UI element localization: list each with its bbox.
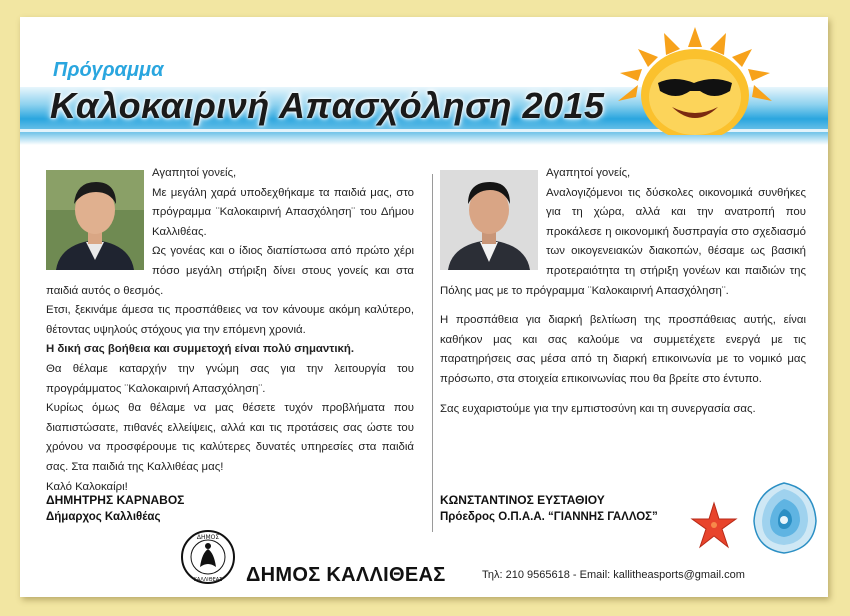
program-label: Πρόγραμμα (53, 59, 164, 81)
mayor-signature (46, 493, 184, 523)
sun-sunglasses-icon (614, 25, 776, 135)
column-divider (432, 174, 433, 532)
right-greeting: Αγαπητοί γονείς, (546, 167, 631, 179)
president-letter (440, 164, 806, 419)
page-title: Καλοκαιρινή Απασχόληση 2015 (50, 85, 605, 126)
left-greeting: Αγαπητοί γονείς, (152, 167, 237, 179)
president-signature (440, 493, 658, 523)
mayor-name: ΔΗΜΗΤΡΗΣ ΚΑΡΝΑΒΟΣ (46, 493, 185, 507)
right-paragraph-1: Αναλογιζόμενοι τις δύσκολες οικονομικά συνθήκες για τη χώρα, αλλά και την ανατροπή που προκάλεσε η οικονομική δυσπραγία στο σχεδιασμό των οικογενειακών διακοπών, θέσαμε ως βασική προτεραιότητα τη στήριξη γονέων και παιδιών της Πόλης μας με το πρόγραμμα ¨Καλοκαιρινή Απασχόληση¨. (440, 186, 806, 297)
right-paragraph-3: Σας ευχαριστούμε για την εμπιστοσύνη και τη συνεργασία σας. (440, 402, 756, 415)
left-paragraph-1: Με μεγάλη χαρά υποδεχθήκαμε τα παιδιά μας, στο πρόγραμμα ¨Καλοκαιρινή Απασχόληση¨ του Δήμου Καλλιθέας. (152, 186, 414, 238)
municipality-logo (180, 529, 236, 585)
mayor-role: Δήμαρχος Καλλιθέας (46, 511, 161, 523)
mayor-letter (46, 164, 414, 497)
logo-text-bottom: ΚΑΛΛΙΘΕΑΣ (193, 577, 223, 583)
left-paragraph-4: Θα θέλαμε καταρχήν την γνώμη σας για την λειτουργία του προγράμματος ¨Καλοκαιρινή Απασχόληση¨. (46, 362, 414, 395)
president-name: ΚΩΝΣΤΑΝΤΙΝΟΣ ΕΥΣΤΑΘΙΟΥ (440, 493, 605, 507)
logo-text-top: ΔΗΜΟΣ (196, 534, 220, 541)
president-role: Πρόεδρος Ο.Π.Α.Α. “ΓΙΑΝΝΗΣ ΓΑΛΛΟΣ” (440, 511, 658, 523)
flyer-page (20, 17, 828, 597)
starfish-icon (690, 501, 738, 549)
president-photo (440, 170, 538, 270)
municipality-name: ΔΗΜΟΣ ΚΑΛΛΙΘΕΑΣ (246, 564, 446, 586)
left-paragraph-2: Ως γονέας και ο ίδιος διαπίστωσα από πρώτο χέρι πόσο μεγάλη στήριξη δίνει στους γονείς και στα παιδιά αυτός ο θεσμός. (46, 245, 414, 297)
left-bold-line: Η δική σας βοήθεια και συμμετοχή είναι πολύ σημαντική. (46, 343, 354, 356)
seashell-icon (748, 479, 820, 557)
contact-info: Τηλ: 210 9565618 - Email: kallitheasports@gmail.com (482, 569, 745, 581)
header-banner (20, 17, 828, 147)
left-paragraph-5: Κυρίως όμως θα θέλαμε να μας θέσετε τυχόν προβλήματα που διαπιστώσατε, πιθανές ελλείψεις, αλλά και τις προτάσεις σας ώστε του χρόνου να προσφέρουμε τις καλύτερες δυνατές υπηρεσίες στα παιδιά σας. Στα παιδιά της Καλλιθέας μας! (46, 402, 414, 473)
right-paragraph-2: Η προσπάθεια για διαρκή βελτίωση της προσπάθειας αυτής, είναι καθήκον μας και σας καλούμε να συμμετέχετε ενεργά με τις παρατηρήσεις σας μέσα από τη διαρκή επικοινωνία με το νομικό μας πρόσωπο, στα στοιχεία επικοινωνίας που θα βρείτε στο έντυπο. (440, 314, 806, 385)
mayor-photo (46, 170, 144, 270)
left-closing: Καλό Καλοκαίρι! (46, 480, 128, 493)
left-paragraph-3: Ετσι, ξεκινάμε άμεσα τις προσπάθειες να τον κάνουμε ακόμη καλύτερο, θέτοντας υψηλούς στόχους για την επόμενη χρονιά. (46, 304, 414, 336)
